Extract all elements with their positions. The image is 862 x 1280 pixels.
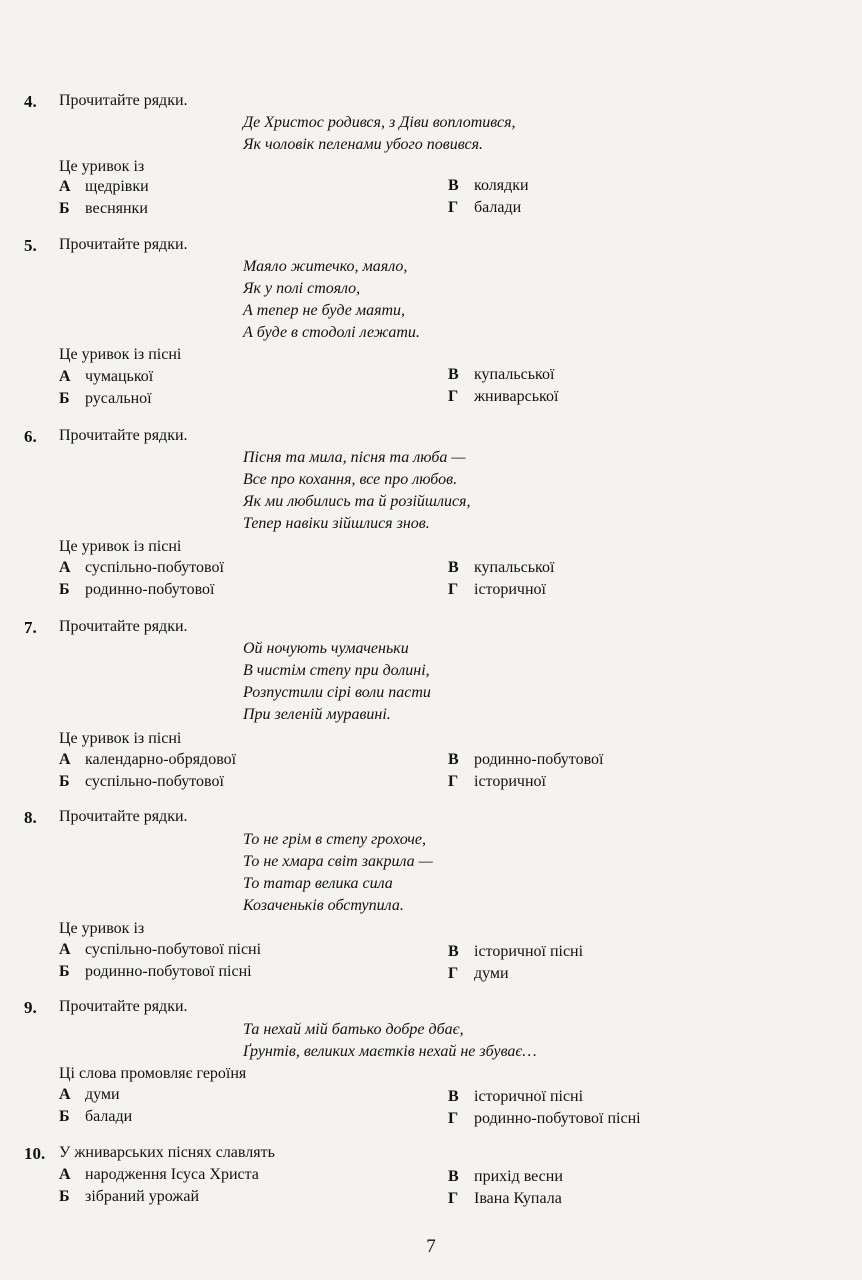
option-letter: В <box>448 366 459 383</box>
question-number: 5. <box>24 236 37 255</box>
option-b[interactable] <box>59 963 252 981</box>
verse-excerpt <box>243 1019 537 1063</box>
verse-line: Тепер навіки зійшлися знов. <box>243 515 430 532</box>
option-letter: Б <box>59 1108 70 1125</box>
option-text: суспільно-побутової пісні <box>85 941 262 958</box>
option-text: чумацької <box>85 368 154 385</box>
verse-line: Ґрунтів, великих маєтків нехай не збуває… <box>243 1043 537 1060</box>
option-letter: Б <box>59 200 70 217</box>
verse-line: Де Христос родився, з Діви воплотився, <box>243 114 516 131</box>
question-number: 7. <box>24 618 37 637</box>
question-number: 6. <box>24 427 37 446</box>
verse-line: Як ми любились та й розійшлися, <box>243 493 471 510</box>
option-v[interactable] <box>448 1168 563 1186</box>
verse-line: Пісня та мила, пісня та люба — <box>243 449 466 466</box>
option-letter: В <box>448 751 459 768</box>
option-letter: А <box>59 1166 71 1183</box>
verse-excerpt <box>243 447 470 535</box>
option-letter: А <box>59 368 71 385</box>
option-letter: А <box>59 178 71 195</box>
option-a[interactable] <box>59 941 261 959</box>
option-b[interactable] <box>59 773 224 791</box>
option-text: календарно-обрядової <box>85 751 237 768</box>
option-b[interactable] <box>59 200 148 218</box>
option-letter: В <box>448 559 459 576</box>
option-letter: Г <box>448 199 459 216</box>
option-g[interactable] <box>448 581 546 599</box>
option-text: прихід весни <box>474 1168 563 1185</box>
option-text: родинно-побутової <box>85 581 215 598</box>
option-letter: А <box>59 559 71 576</box>
option-g[interactable] <box>448 1190 562 1208</box>
option-letter: Г <box>448 1110 459 1127</box>
option-text: балади <box>85 1108 133 1125</box>
option-text: історичної пісні <box>474 1088 584 1105</box>
option-text: родинно-побутової пісні <box>474 1110 641 1127</box>
option-text: історичної пісні <box>474 943 584 960</box>
verse-excerpt <box>243 829 433 917</box>
option-g[interactable] <box>448 773 546 791</box>
question-stem: Це уривок із <box>59 920 145 937</box>
option-v[interactable] <box>448 1088 583 1106</box>
option-text: веснянки <box>85 200 148 217</box>
question-number: 8. <box>24 808 37 827</box>
option-g[interactable] <box>448 965 509 983</box>
verse-line: Як у полі стояло, <box>243 280 361 297</box>
question-stem: Це уривок із пісні <box>59 538 182 555</box>
verse-line: Козаченьків обступила. <box>243 897 404 914</box>
option-a[interactable] <box>59 751 236 769</box>
option-text: Івана Купала <box>474 1190 562 1207</box>
verse-line: То татар велика сила <box>243 875 393 892</box>
option-text: історичної <box>474 773 546 790</box>
option-text: русальної <box>85 390 152 407</box>
option-b[interactable] <box>59 1108 132 1126</box>
verse-excerpt <box>243 112 516 156</box>
option-letter: А <box>59 1086 71 1103</box>
option-g[interactable] <box>448 388 558 406</box>
verse-line: То не грім в степу грохоче, <box>243 831 427 848</box>
verse-line: В чистім степу при долині, <box>243 662 430 679</box>
option-letter: Б <box>59 1188 70 1205</box>
option-b[interactable] <box>59 1188 199 1206</box>
option-a[interactable] <box>59 1086 120 1104</box>
question-prompt: Прочитайте рядки. <box>59 808 188 825</box>
verse-line: Розпустили сірі воли пасти <box>243 684 431 701</box>
option-a[interactable] <box>59 178 149 196</box>
option-text: родинно-побутової пісні <box>85 963 252 980</box>
option-text: суспільно-побутової <box>85 559 224 576</box>
option-letter: Б <box>59 773 70 790</box>
verse-line: Ой ночують чумаченьки <box>243 640 409 657</box>
verse-excerpt <box>243 638 431 726</box>
option-text: суспільно-побутової <box>85 773 224 790</box>
option-letter: В <box>448 177 459 194</box>
option-text: родинно-побутової <box>474 751 604 768</box>
option-text: думи <box>85 1086 120 1103</box>
option-v[interactable] <box>448 177 529 195</box>
option-text: щедрівки <box>85 178 149 195</box>
option-v[interactable] <box>448 751 603 769</box>
option-letter: Б <box>59 390 70 407</box>
option-b[interactable] <box>59 390 152 408</box>
option-letter: Г <box>448 1190 459 1207</box>
option-letter: Б <box>59 963 70 980</box>
option-text: жниварської <box>474 388 559 405</box>
question-prompt: Прочитайте рядки. <box>59 92 188 109</box>
page-number: 7 <box>426 1236 436 1257</box>
option-text: балади <box>474 199 522 216</box>
option-text: думи <box>474 965 509 982</box>
option-letter: В <box>448 1168 459 1185</box>
question-number: 4. <box>24 92 37 111</box>
question-prompt: Прочитайте рядки. <box>59 236 188 253</box>
option-g[interactable] <box>448 1110 641 1128</box>
option-text: зібраний урожай <box>85 1188 200 1205</box>
option-text: історичної <box>474 581 546 598</box>
option-v[interactable] <box>448 943 583 961</box>
option-b[interactable] <box>59 581 214 599</box>
option-a[interactable] <box>59 1166 259 1184</box>
option-a[interactable] <box>59 368 153 386</box>
option-letter: А <box>59 941 71 958</box>
option-letter: Г <box>448 388 459 405</box>
option-letter: Б <box>59 581 70 598</box>
option-letter: В <box>448 1088 459 1105</box>
question-stem: Це уривок із пісні <box>59 346 182 363</box>
verse-line: Як чоловік пеленами убого повився. <box>243 136 484 153</box>
question-prompt: У жниварських піснях славлять <box>59 1144 275 1161</box>
verse-line: Та нехай мій батько добре дбає, <box>243 1021 464 1038</box>
question-stem: Це уривок із пісні <box>59 730 182 747</box>
verse-line: А буде в стодолі лежати. <box>243 324 420 341</box>
question-prompt: Прочитайте рядки. <box>59 427 188 444</box>
option-v[interactable] <box>448 366 554 384</box>
verse-line: Все про кохання, все про любов. <box>243 471 458 488</box>
option-letter: Г <box>448 773 459 790</box>
option-letter: В <box>448 943 459 960</box>
question-stem: Це уривок із <box>59 158 145 175</box>
option-text: купальської <box>474 559 555 576</box>
option-text: народження Ісуса Христа <box>85 1166 259 1183</box>
question-prompt: Прочитайте рядки. <box>59 618 188 635</box>
option-letter: Г <box>448 581 459 598</box>
verse-line: То не хмара світ закрила — <box>243 853 433 870</box>
option-v[interactable] <box>448 559 554 577</box>
option-letter: А <box>59 751 71 768</box>
verse-line: А тепер не буде маяти, <box>243 302 406 319</box>
question-prompt: Прочитайте рядки. <box>59 998 188 1015</box>
option-text: купальської <box>474 366 555 383</box>
question-number: 10. <box>24 1144 46 1163</box>
option-g[interactable] <box>448 199 521 217</box>
question-number: 9. <box>24 998 37 1017</box>
verse-excerpt <box>243 256 420 344</box>
option-letter: Г <box>448 965 459 982</box>
verse-line: При зеленій муравині. <box>243 706 391 723</box>
option-text: колядки <box>474 177 529 194</box>
option-a[interactable] <box>59 559 224 577</box>
verse-line: Маяло житечко, маяло, <box>243 258 408 275</box>
question-stem: Ці слова промовляє героїня <box>59 1065 247 1082</box>
